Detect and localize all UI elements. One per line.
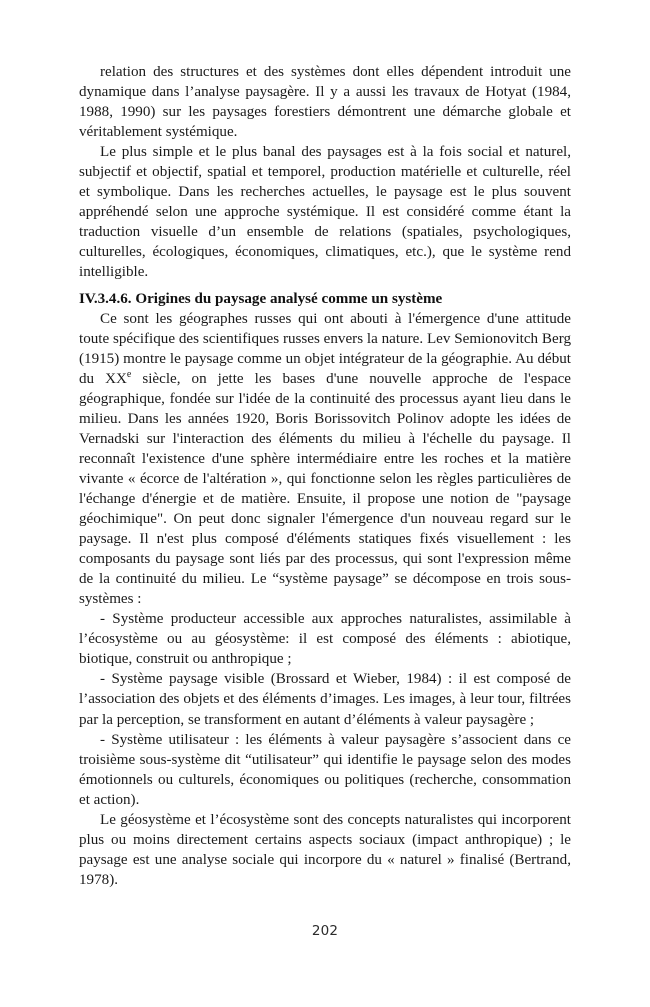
list-item-systeme-paysage-visible: - Système paysage visible (Brossard et Wieber, 1984) : il est composé de l’association des objets et des éléments d’images. Les images, à leur tour, filtrées par la perception, se transforment en autant d’éléments à valeur paysagère ; xyxy=(79,671,571,728)
paragraph-geographes-russes-part-b: siècle, on jette les bases d'une nouvelle approche de l'espace géographique, fondée sur l'idée de la continuité des processus ayant lieu dans le milieu. Dans les années 1920, Boris Borissovitch Polinov adopte les idées de Vernadski sur l'interaction des éléments du milieu à l'échelle du paysage. Il reconnaît l'existence d'une sphère intermédiaire entre les roches et la matière vivante « écorce de l'altération », qui fonctionne selon les règles particulières de l'échange d'énergie et de matière. Ensuite, il propose une notion de "paysage géochimique". On peut donc signaler l'émergence d'un nouveau regard sur le paysage. Il n'est plus composé d'éléments statiques fixés visuellement : les composants du paysage sont liés par des processus, qui sont l'expression même de la continuité du milieu. Le “système paysage” se décompose en trois sous-systèmes : xyxy=(79,370,571,608)
paragraph-geographes-russes-part-a: Ce sont les géographes russes qui ont abouti à l'émergence d'une attitude toute spécifique des scientifiques russes envers la nature. Lev Semionovitch Berg (1915) montre le paysage comme un objet intégrateur de la géographie. Au début du XX xyxy=(79,310,571,387)
section-heading-iv-3-4-6: IV.3.4.6. Origines du paysage analysé comme un système xyxy=(79,290,443,307)
paragraph-geographes-russes xyxy=(79,309,571,610)
list-item-systeme-utilisateur: - Système utilisateur : les éléments à valeur paysagère s’associent dans ce troisième sous-système dit “utilisateur” qui identifie le paysage selon des modes émotionnels ou culturels, économiques ou politiques (recherche, consommation et action). xyxy=(79,731,571,808)
paragraph-continued-structures: relation des structures et des systèmes dont elles dépendent introduit une dynamique dans l’analyse paysagère. Il y a aussi les travaux de Hotyat (1984, 1988, 1990) sur les paysages forestiers démontrent une démarche globale et véritablement systémique. xyxy=(79,64,571,141)
paragraph-paysage-social-naturel: Le plus simple et le plus banal des paysages est à la fois social et naturel, subjectif et objectif, spatial et temporel, production matérielle et culturelle, réel et symbolique. Dans les recherches actuelles, le paysage est le plus souvent appréhendé selon une approche systémique. Il est considéré comme étant la traduction visuelle d’un ensemble de relations (spatiales, psychologiques, culturelles, écologiques, économiques, climatiques, etc.), que le système rend intelligible. xyxy=(79,144,571,281)
ordinal-suffix-superscript: e xyxy=(126,368,132,380)
paragraph-geosysteme-ecosysteme: Le géosystème et l’écosystème sont des concepts naturalistes qui incorporent plus ou moins directement certains aspects sociaux (impact anthropique) ; le paysage est une analyse sociale qui incorpore du « naturel » finalisé (Bertrand, 1978). xyxy=(79,811,571,888)
list-item-systeme-producteur: - Système producteur accessible aux approches naturalistes, assimilable à l’écosystème ou au géosystème: il est composé des éléments : abiotique, biotique, construit ou anthropique ; xyxy=(79,611,571,668)
page-number: 202 xyxy=(311,923,339,939)
text-column xyxy=(79,62,571,890)
